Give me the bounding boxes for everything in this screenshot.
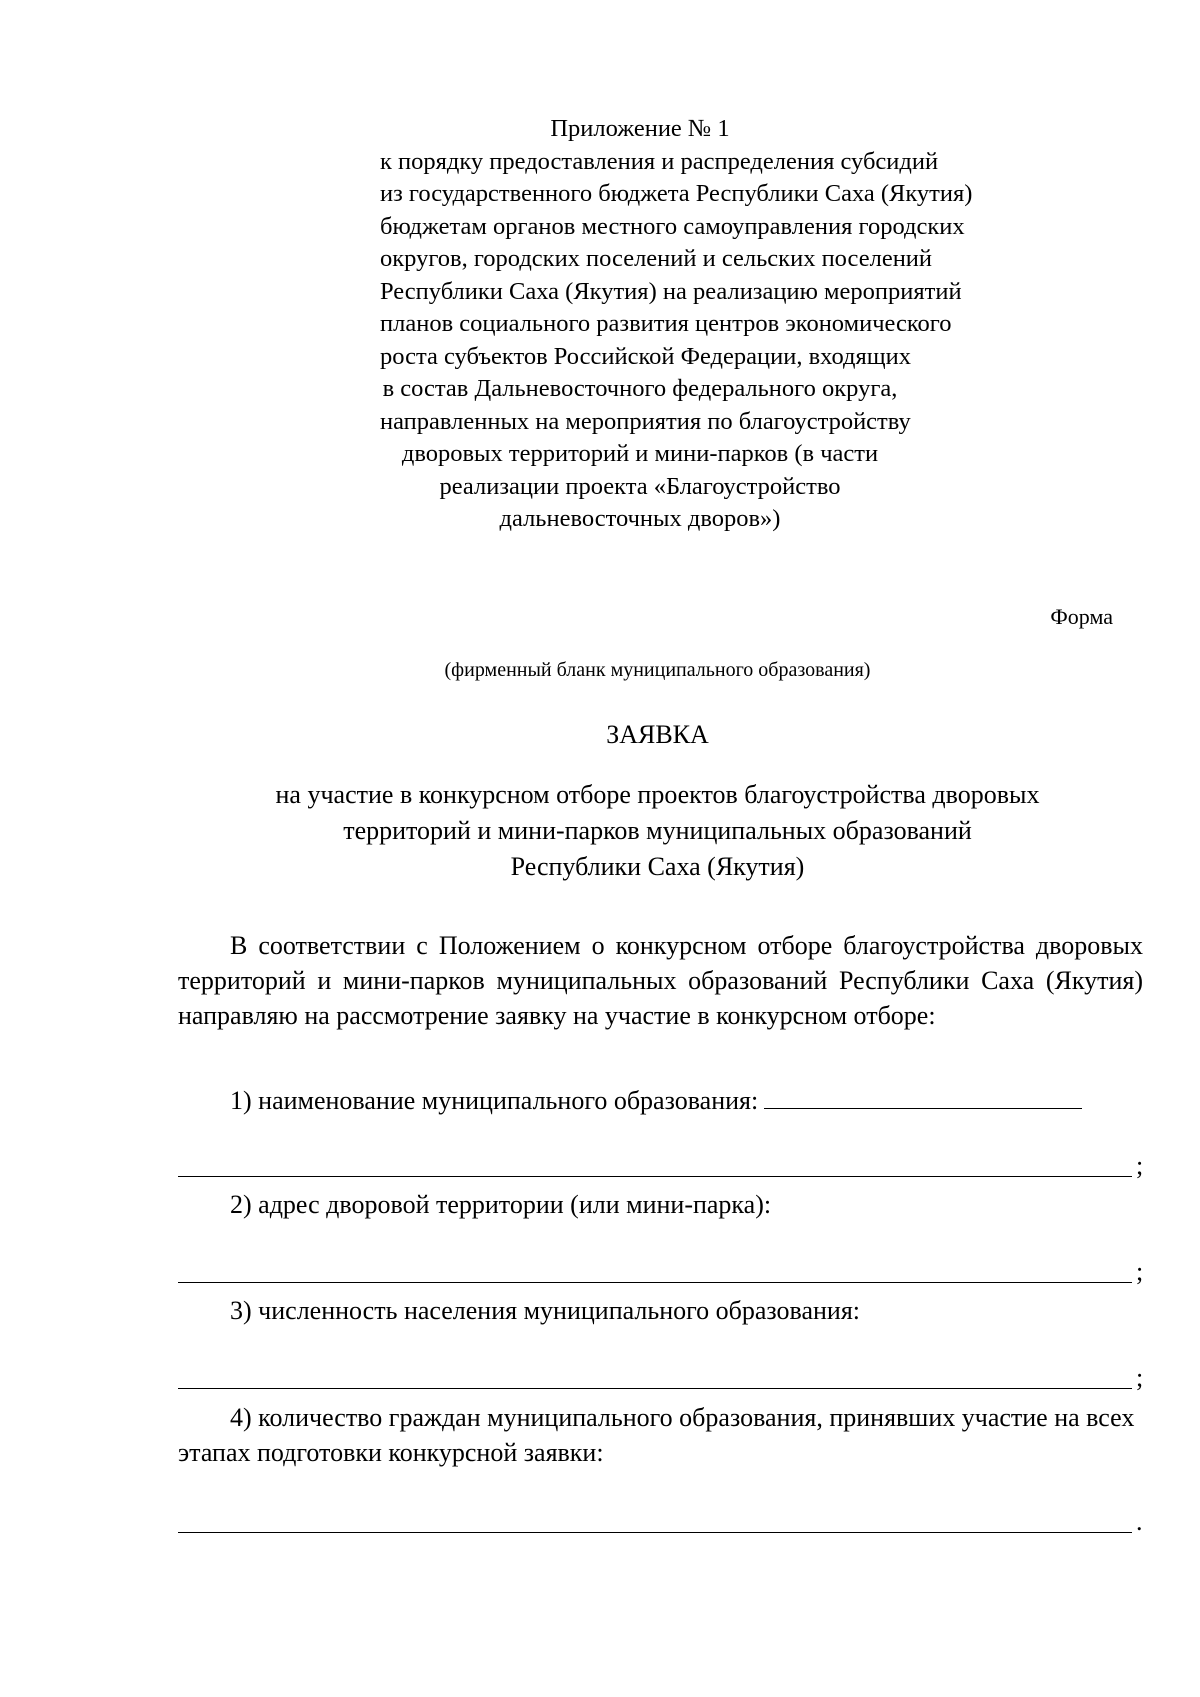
letterhead-note: (фирменный бланк муниципального образования) (444, 659, 871, 681)
item-4-answer-line[interactable] (178, 1505, 1143, 1539)
appendix-line: округов, городских поселений и сельских поселений (380, 245, 933, 272)
subtitle-line: на участие в конкурсном отборе проектов благоустройства дворовых (275, 780, 1040, 809)
form-label: Форма (1050, 604, 1113, 629)
item-1-inline-blank[interactable] (764, 1082, 1082, 1109)
appendix-line: дворовых территорий и мини-парков (в части (401, 440, 879, 467)
line-end-punctuation: ; (1136, 1151, 1144, 1180)
appendix-line: к порядку предоставления и распределения субсидий (380, 147, 939, 175)
item-3-answer-line[interactable] (178, 1361, 1144, 1395)
appendix-line: роста субъектов Российской Федерации, входящих (380, 342, 911, 370)
line-end-punctuation: ; (1136, 1363, 1144, 1392)
appendix-line: Приложение № 1 (550, 115, 730, 142)
underline (178, 1176, 1132, 1177)
underline (178, 1388, 1132, 1389)
item-3-label: 3) численность населения муниципального образования: (230, 1296, 861, 1325)
appendix-line: из государственного бюджета Республики Саха (Якутия) (380, 180, 973, 207)
item-2-label: 2) адрес дворовой территории (или мини-парка): (230, 1190, 772, 1219)
line-end-punctuation: ; (1136, 1257, 1144, 1286)
item-4: 4) количество граждан муниципального образования, принявших участие на всех этапах подготовки конкурсной заявки: (178, 1403, 1135, 1467)
item-1-label: 1) наименование муниципального образования: (230, 1086, 759, 1115)
appendix-line: в состав Дальневосточного федерального округа, (382, 375, 898, 402)
underline (178, 1532, 1132, 1533)
intro-paragraph: В соответствии с Положением о конкурсном отборе благоустройства дворовых территорий и мини-парков муниципальных образований Республики Саха (Якутия) направляю на рассмотрение заявку на участие в конкурсном отборе: (178, 931, 1143, 1030)
underline (178, 1282, 1132, 1283)
appendix-line: Республики Саха (Якутия) на реализацию мероприятий (380, 277, 962, 305)
document-subtitle (0, 777, 1200, 885)
subtitle-line: Республики Саха (Якутия) (510, 852, 805, 881)
item-2-answer-line[interactable] (178, 1255, 1144, 1289)
item-1-answer-line[interactable] (178, 1149, 1144, 1183)
appendix-line: направленных на мероприятия по благоустройству (380, 407, 911, 435)
line-end-punctuation: . (1136, 1507, 1143, 1536)
appendix-header (380, 113, 973, 536)
appendix-line: дальневосточных дворов») (499, 505, 781, 532)
appendix-line: бюджетам органов местного самоуправления городских (380, 212, 965, 240)
item-3 (230, 1294, 860, 1328)
item-2 (230, 1188, 771, 1222)
document-title: ЗАЯВКА (606, 720, 709, 749)
appendix-line: реализации проекта «Благоустройство (439, 472, 841, 500)
appendix-line: планов социального развития центров экономического (380, 310, 952, 337)
item-1 (230, 1082, 1082, 1118)
subtitle-line: территорий и мини-парков муниципальных образований (343, 816, 972, 845)
